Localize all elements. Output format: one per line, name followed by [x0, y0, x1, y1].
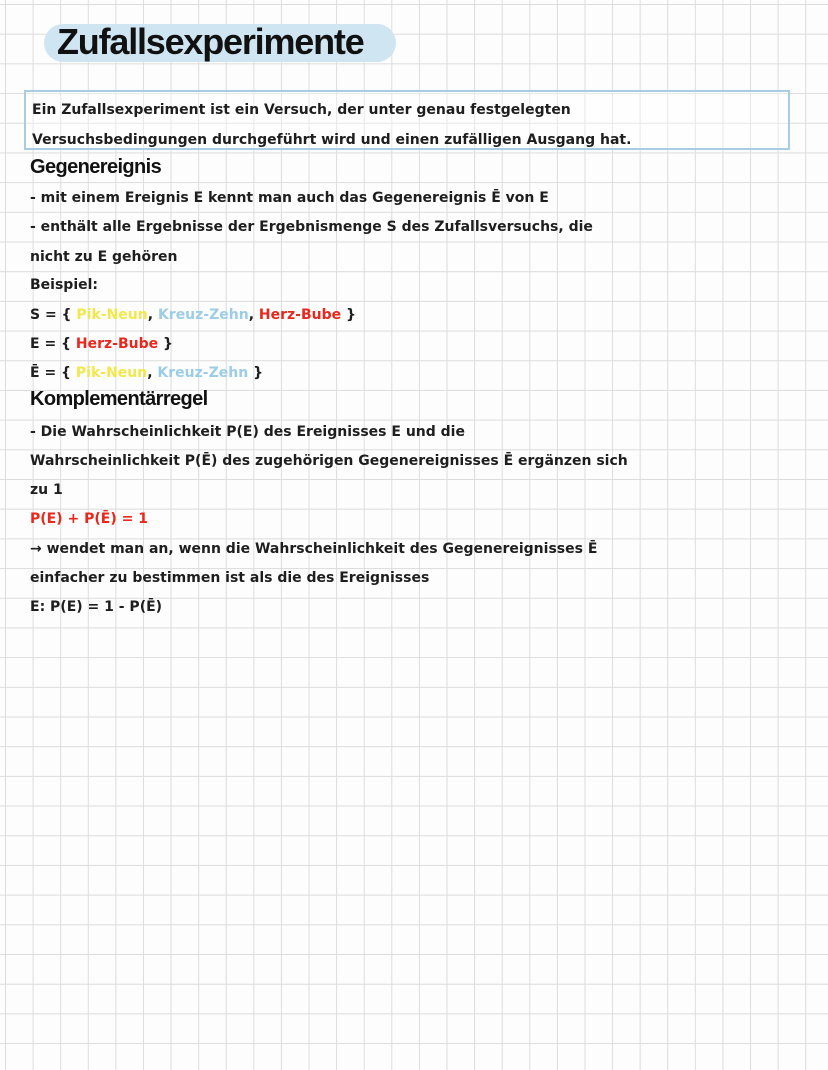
set-e-bar-separator: ,: [147, 365, 153, 381]
komplementaer-formula: P(E) + P(Ē) = 1: [30, 511, 148, 527]
komplementaer-line-4: → wendet man an, wenn die Wahrscheinlichkeit des Gegenereignisses Ē: [30, 541, 598, 557]
section-heading-komplementaerregel: Komplementärregel: [30, 388, 208, 410]
section-heading-gegenereignis: Gegenereignis: [30, 156, 162, 178]
definition-line-2: Versuchsbedingungen durchgeführt wird und einen zufälligen Ausgang hat.: [32, 132, 632, 148]
title-wrap: [44, 18, 364, 66]
set-e-bar-suffix: }: [253, 365, 264, 381]
set-s-suffix: }: [346, 307, 356, 323]
komplementaer-line-2: Wahrscheinlichkeit P(Ē) des zugehörigen Gegenereignisses Ē ergänzen sich: [30, 453, 628, 469]
set-s-separator: ,: [147, 307, 154, 323]
komplementaer-line-1: - Die Wahrscheinlichkeit P(E) des Ereignisses E und die: [30, 424, 465, 440]
definition-line-1: Ein Zufallsexperiment ist ein Versuch, der unter genau festgelegten: [32, 102, 571, 118]
komplementaer-line-6: E: P(E) = 1 - P(Ē): [30, 599, 163, 615]
komplementaer-line-3: zu 1: [30, 482, 63, 498]
set-s-item-pik-neun: Pik-Neun: [76, 307, 148, 323]
set-e-bar: [30, 362, 263, 384]
set-s-item-herz-bube: Herz-Bube: [258, 307, 342, 323]
set-e-bar-prefix: Ē = {: [30, 365, 72, 381]
komplementaer-line-5: einfacher zu bestimmen ist als die des Ereignisses: [30, 570, 430, 586]
set-s-separator: ,: [248, 307, 255, 323]
gegenereignis-line-2: - enthält alle Ergebnisse der Ergebnismenge S des Zufallsversuchs, die: [30, 219, 593, 235]
set-s: [30, 304, 356, 326]
beispiel-label: Beispiel:: [30, 277, 99, 293]
set-e: [30, 333, 173, 355]
gegenereignis-line-1: - mit einem Ereignis E kennt man auch das Gegenereignis Ē von E: [30, 190, 549, 206]
set-e-suffix: }: [163, 336, 173, 352]
set-e-item-herz-bube: Herz-Bube: [75, 336, 159, 352]
set-e-prefix: E = {: [30, 336, 72, 352]
set-s-prefix: S = {: [30, 307, 72, 323]
page-title: Zufallsexperimente: [57, 21, 364, 62]
set-e-bar-item-pik-neun: Pik-Neun: [75, 365, 148, 381]
set-s-item-kreuz-zehn: Kreuz-Zehn: [157, 307, 249, 323]
set-e-bar-item-kreuz-zehn: Kreuz-Zehn: [157, 365, 249, 381]
gegenereignis-line-3: nicht zu E gehören: [30, 249, 178, 265]
